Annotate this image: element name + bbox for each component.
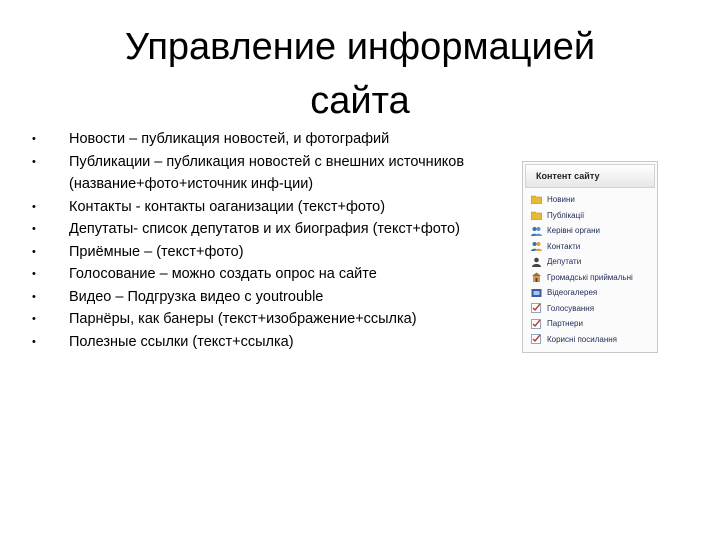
panel-menu-label: Керівні органи bbox=[547, 226, 600, 236]
bullet-glyph: • bbox=[32, 268, 36, 280]
panel-menu-label: Публікації bbox=[547, 210, 585, 220]
bullet-item bbox=[28, 263, 518, 286]
checklist-icon bbox=[531, 319, 542, 329]
bullet-text: Контакты - контакты оаганизации (текст+фото) bbox=[69, 198, 386, 215]
panel-menu-label: Громадські приймальні bbox=[547, 272, 633, 282]
panel-menu-item-voting[interactable] bbox=[531, 301, 657, 317]
people-icon bbox=[531, 241, 542, 251]
bullet-item bbox=[28, 286, 518, 309]
people-icon bbox=[531, 226, 542, 236]
bullet-text: Новости – публикация новостей, и фотографий bbox=[69, 131, 390, 147]
bullet-glyph: • bbox=[32, 133, 36, 145]
bullet-item bbox=[28, 218, 518, 241]
bullet-text: Полезные ссылки (текст+ссылка) bbox=[69, 333, 294, 350]
bullet-text: Приёмные – (текст+фото) bbox=[69, 243, 244, 260]
checklist-icon bbox=[531, 303, 542, 313]
checklist-icon bbox=[531, 334, 542, 344]
bullet-text: Парнёры, как банеры (текст+изображение+ссылка) bbox=[69, 311, 417, 327]
person-icon bbox=[531, 257, 542, 267]
folder-icon bbox=[531, 210, 542, 220]
bullet-glyph: • bbox=[32, 245, 36, 258]
site-content-panel bbox=[522, 161, 658, 353]
bullet-text: Публикации – публикация новостей с внешних источников (название+фото+источник инф-ции) bbox=[69, 153, 465, 192]
panel-menu-label: Голосування bbox=[547, 303, 595, 313]
panel-menu-item-publications[interactable] bbox=[531, 208, 657, 224]
bullet-text: Видео – Подгрузка видео с youtrouble bbox=[69, 288, 324, 305]
panel-menu-label: Депутати bbox=[547, 257, 582, 267]
panel-menu-label: Партнери bbox=[547, 319, 583, 329]
film-icon bbox=[531, 288, 542, 298]
bullet-text: Голосование – можно создать опрос на сайте bbox=[69, 266, 377, 282]
panel-menu-item-governing-bodies[interactable] bbox=[531, 223, 657, 239]
panel-menu-item-reception-offices[interactable] bbox=[531, 270, 657, 286]
bullet-glyph: • bbox=[32, 200, 36, 213]
building-icon bbox=[531, 272, 542, 282]
panel-menu-label: Корисні посилання bbox=[547, 334, 617, 344]
bullet-glyph: • bbox=[32, 313, 36, 325]
panel-header: Контент сайту bbox=[525, 164, 655, 188]
panel-menu-item-video-gallery[interactable] bbox=[531, 285, 657, 301]
bullet-item bbox=[28, 331, 518, 354]
panel-menu-label: Відеогалерея bbox=[547, 288, 598, 298]
bullet-text: Депутаты- список депутатов и их биография (текст+фото) bbox=[69, 221, 460, 237]
panel-menu-item-partners[interactable] bbox=[531, 316, 657, 332]
bullet-glyph: • bbox=[32, 155, 36, 168]
bullet-item bbox=[28, 241, 518, 264]
bullet-item bbox=[28, 128, 518, 151]
bullet-glyph: • bbox=[32, 223, 36, 235]
bullet-list bbox=[28, 128, 518, 353]
panel-menu-item-contacts[interactable] bbox=[531, 239, 657, 255]
bullet-item bbox=[28, 196, 518, 219]
panel-menu-label: Контакти bbox=[547, 241, 581, 251]
panel-menu-item-news[interactable] bbox=[531, 192, 657, 208]
slide-title: Управление информацией сайта bbox=[124, 26, 596, 122]
panel-menu-item-deputies[interactable] bbox=[531, 254, 657, 270]
bullet-item bbox=[28, 308, 518, 331]
panel-menu-label: Новини bbox=[547, 195, 575, 205]
bullet-item bbox=[28, 151, 518, 196]
folder-icon bbox=[531, 195, 542, 205]
bullet-glyph: • bbox=[32, 290, 36, 303]
panel-menu-item-useful-links[interactable] bbox=[531, 332, 657, 348]
bullet-glyph: • bbox=[32, 335, 36, 348]
panel-menu bbox=[523, 192, 657, 347]
